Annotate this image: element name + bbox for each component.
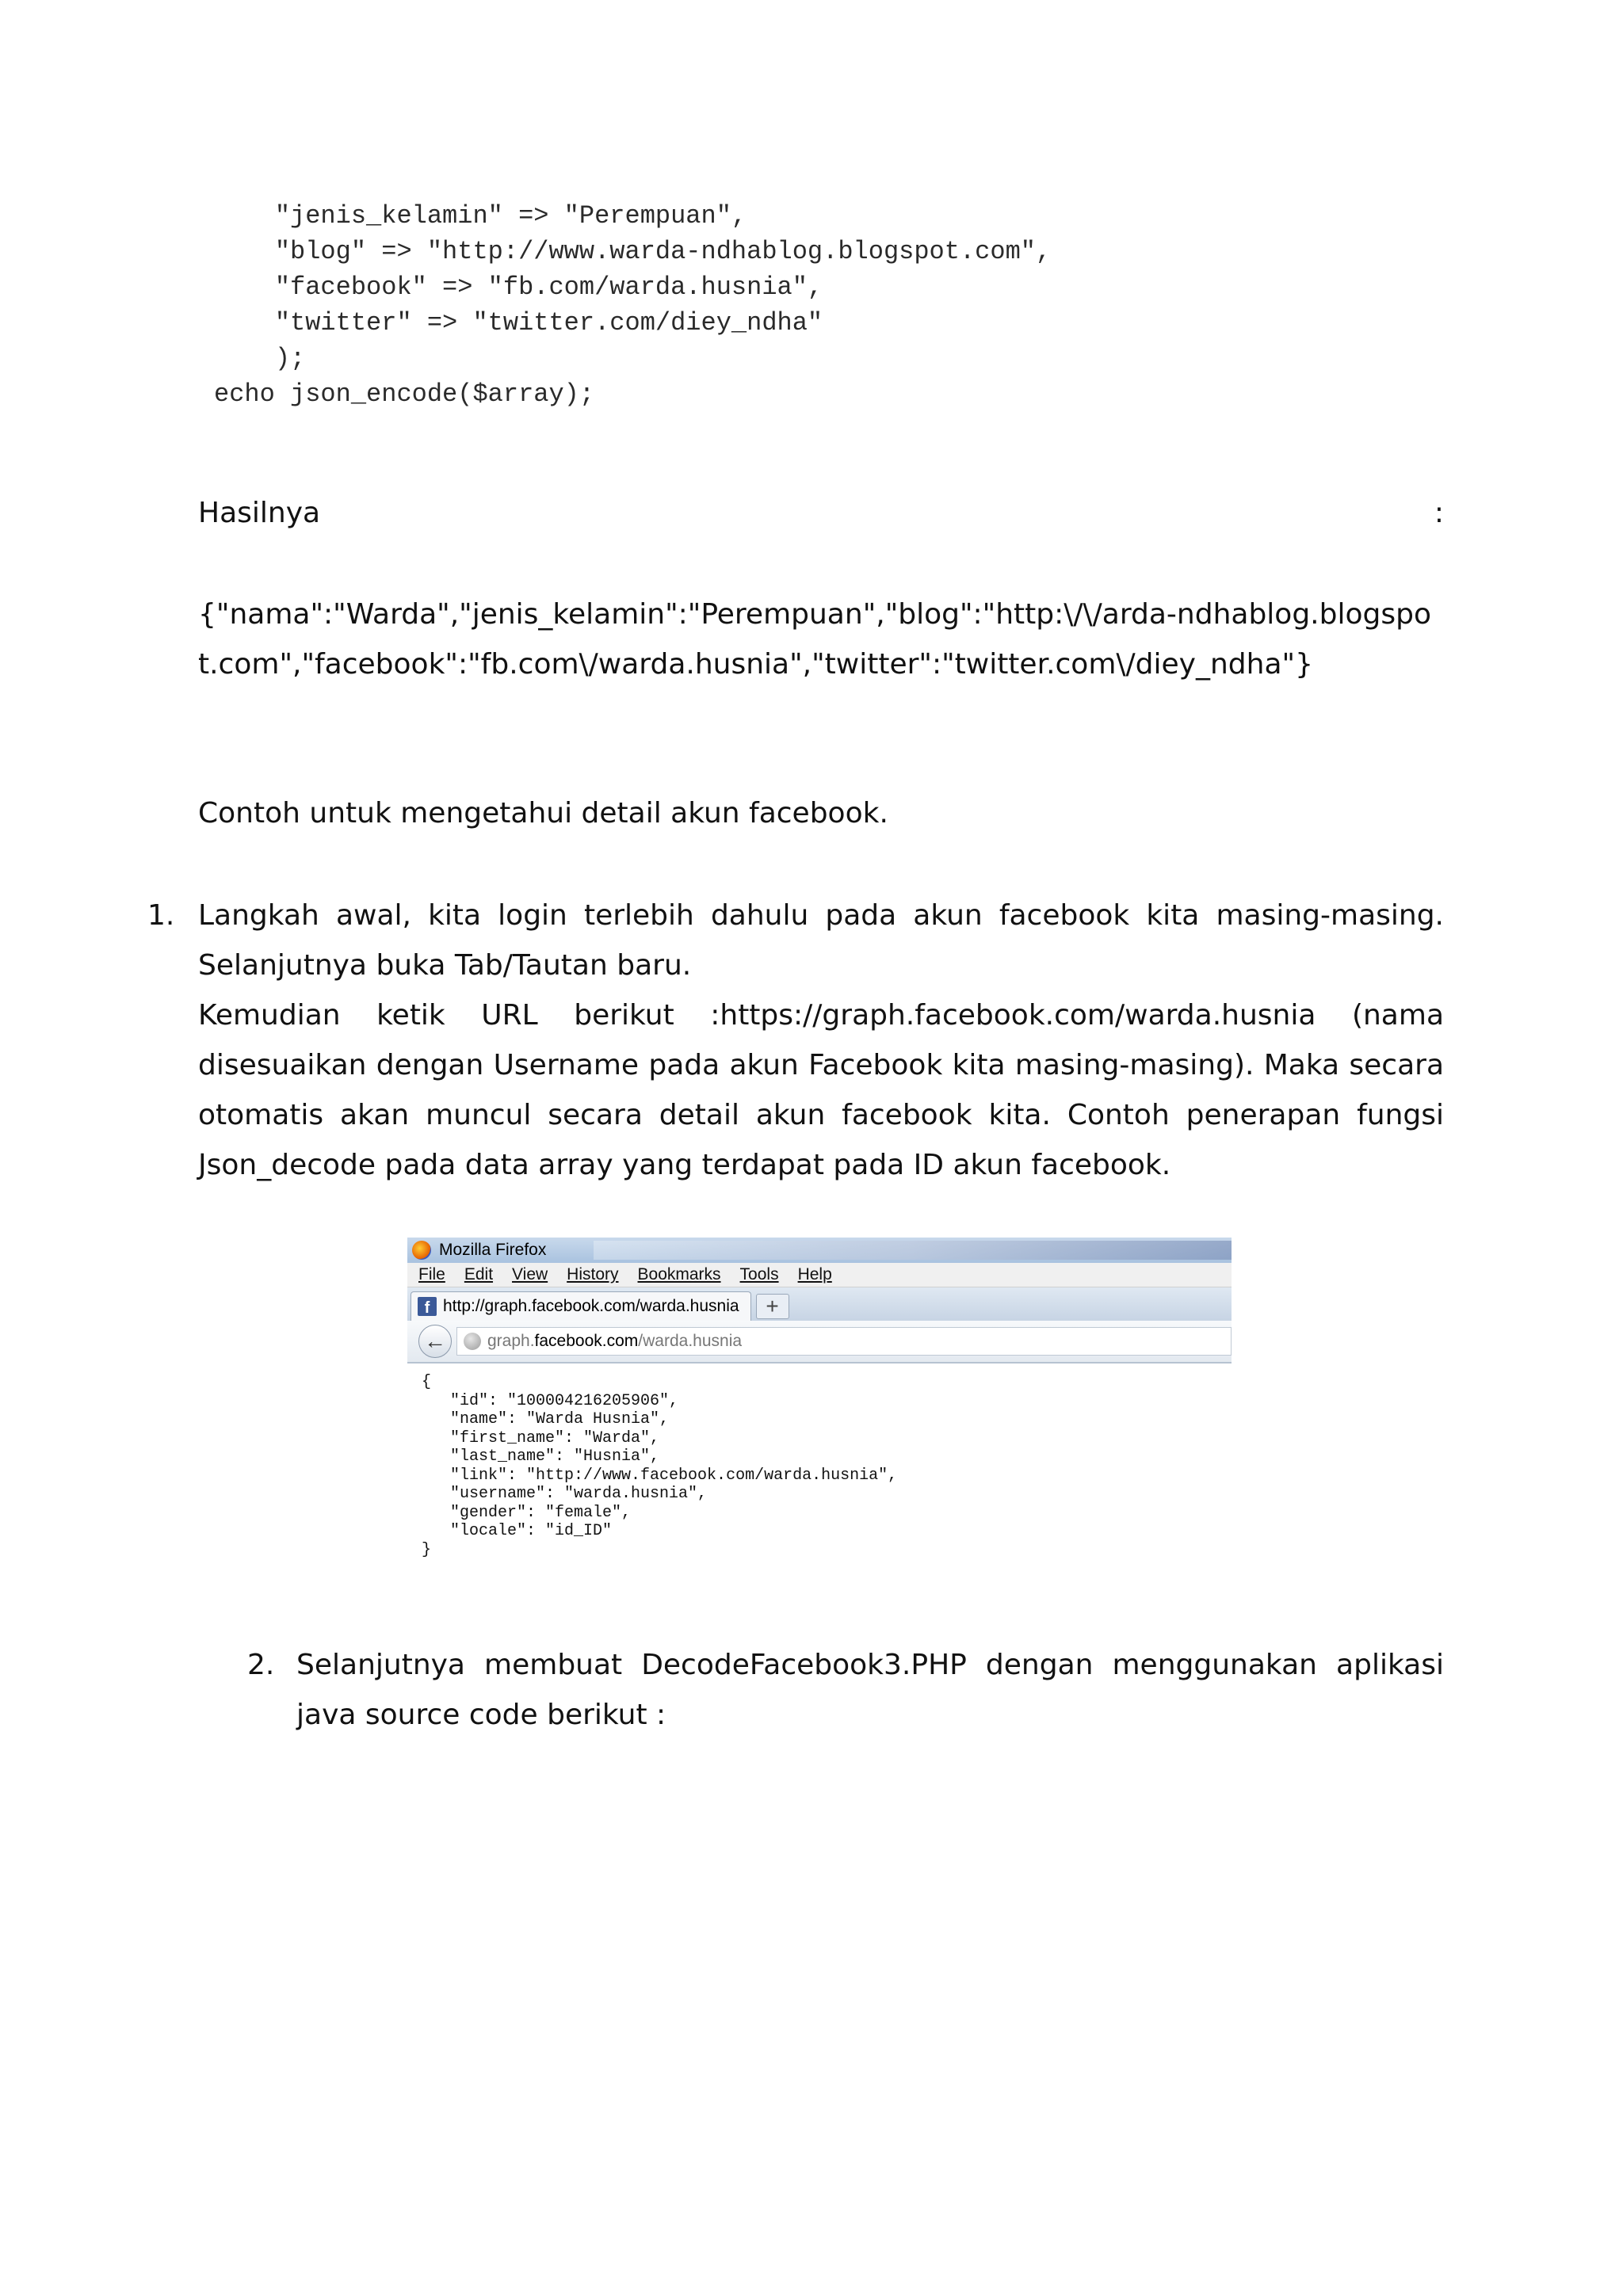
browser-tab[interactable] [411,1291,751,1321]
browser-screenshot [407,1238,1232,1583]
list-item-2 [247,1640,1444,1740]
firefox-logo-icon [412,1241,431,1260]
code-line: "jenis_kelamin" => "Perempuan", [214,201,747,231]
code-line: "facebook" => "fb.com/warda.husnia", [214,273,823,302]
code-snippet [214,198,1244,412]
step-paragraph: Langkah awal, kita login terlebih dahulu pada akun facebook kita masing-masing. Selanjutnya buka Tab/Tautan baru. [198,899,1444,982]
list-item-1 [147,891,1444,1190]
back-arrow-icon[interactable]: ← [418,1325,452,1358]
menu-file[interactable]: File [418,1265,445,1283]
menu-history[interactable]: History [567,1265,619,1283]
hasil-label: Hasilnya [198,497,321,529]
tab-label: http://graph.facebook.com/warda.husnia [443,1297,739,1315]
browser-titlebar [407,1238,1232,1263]
code-line: "blog" => "http://www.warda-ndhablog.blogspot.com", [214,237,1052,266]
hasil-heading [198,488,1444,538]
menu-bookmarks[interactable]: Bookmarks [637,1265,721,1283]
json-line: "name": "Warda Husnia", [422,1410,670,1428]
json-line: { [422,1373,432,1391]
json-line: "link": "http://www.facebook.com/warda.husnia", [422,1466,898,1485]
json-response [407,1363,1232,1559]
globe-icon [464,1333,481,1350]
menu-tools[interactable]: Tools [739,1265,779,1283]
list-body [296,1640,1444,1740]
step-paragraph: Kemudian ketik URL berikut :https://graph.facebook.com/warda.husnia (nama disesuaikan dengan Username pada akun Facebook kita masing-masing). Maka secara otomatis akan muncul secara detail akun facebook kita. Contoh penerapan fungsi Json_decode pada data array yang terdapat pada ID akun facebook. [198,999,1444,1181]
json-output: {"nama":"Warda","jenis_kelamin":"Perempuan","blog":"http:\/\/arda-ndhablog.blogspot.com","facebook":"fb.com\/warda.husnia","twitter":"twitter.com\/diey_ndha"} [198,598,1431,681]
code-line: "twitter" => "twitter.com/diey_ndha" [214,308,823,338]
list-number: 1. [147,899,175,932]
json-line: "username": "warda.husnia", [422,1485,708,1503]
browser-tabbar [407,1287,1232,1321]
section-title: Contoh untuk mengetahui detail akun facebook. [198,797,888,830]
browser-navbar [407,1321,1232,1363]
new-tab-button[interactable]: + [756,1294,789,1319]
code-line: ); [214,344,306,373]
url-text: graph.facebook.com/warda.husnia [487,1332,743,1350]
json-line: "first_name": "Warda", [422,1428,660,1447]
hasil-colon: : [1434,497,1444,529]
json-line: "gender": "female", [422,1503,632,1522]
menu-help[interactable]: Help [797,1265,832,1283]
json-line: "last_name": "Husnia", [422,1447,660,1466]
code-line: echo json_encode($array); [214,379,595,409]
menu-edit[interactable]: Edit [464,1265,494,1283]
menu-view[interactable]: View [512,1265,548,1283]
step-paragraph: Selanjutnya membuat DecodeFacebook3.PHP dengan menggunakan aplikasi java source code berikut : [296,1649,1444,1731]
url-bar[interactable] [456,1327,1232,1356]
background-tabs [594,1241,1232,1260]
browser-window-title: Mozilla Firefox [439,1241,547,1259]
list-body [198,891,1444,1190]
json-line: } [422,1540,432,1559]
list-number: 2. [247,1649,275,1681]
json-line: "id": "100004216205906", [422,1391,679,1410]
facebook-icon: f [418,1297,437,1316]
json-line: "locale": "id_ID" [422,1522,613,1540]
browser-menubar [407,1263,1232,1287]
